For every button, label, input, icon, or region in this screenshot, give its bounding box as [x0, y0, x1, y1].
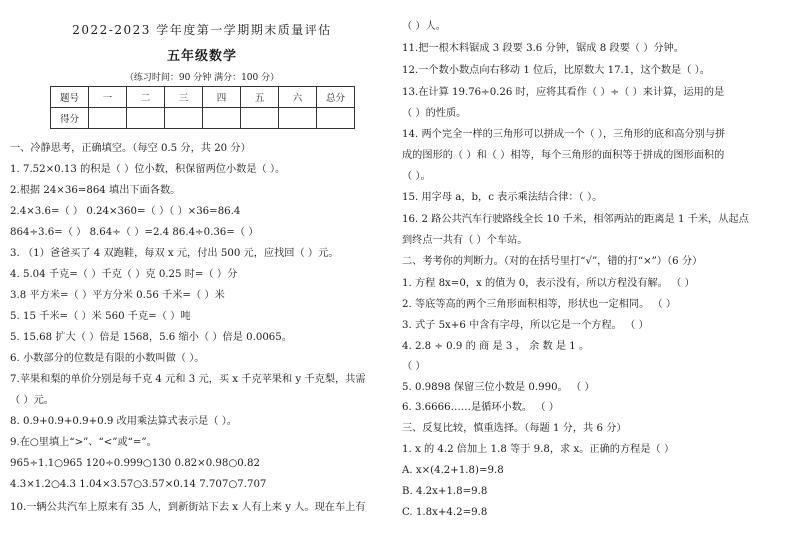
- question-line: 2.根据 24×36=864 填出下面各数。: [10, 185, 181, 196]
- question-line: 3. 式子 5x+6 中含有字母，所以它是一个方程。 （ ）: [402, 320, 649, 331]
- exam-info: （练习时间：90 分钟 满分：100 分）: [124, 73, 280, 83]
- score-cell: [279, 108, 317, 129]
- question-line: （ ）人。: [402, 21, 446, 32]
- question-line: 5. 15 千米=（ ）米 560 千克=（ ）吨: [10, 311, 191, 322]
- question-line: 2.4×3.6=（ ） 0.24×360=（ ）（ ）×36=86.4: [10, 206, 241, 217]
- question-line: 13.在计算 19.76÷0.26 时，应将其看作（ ）÷（ ）来计算，运用的是: [402, 87, 725, 98]
- score-table: [50, 86, 355, 129]
- question-line: 3. （1）爸爸买了 4 双跑鞋，每双 x 元，付出 500 元，应找回（ ）元。: [10, 248, 339, 259]
- question-line: 1. x 的 4.2 倍加上 1.8 等于 9.8，求 x。正确的方程是（ ）: [402, 444, 675, 455]
- score-cell: 题号: [51, 87, 89, 108]
- question-line: 6. 小数部分的位数是有限的小数叫做（ ）。: [10, 353, 205, 364]
- score-cell: 二: [127, 87, 165, 108]
- question-line: 864÷3.6=（ ） 8.64÷（ ）=2.4 86.4÷0.36=（ ）: [10, 227, 259, 238]
- exam-title: 2022-2023 学年度第一学期期末质量评估: [72, 23, 332, 37]
- question-line: 7.苹果和梨的单价分别是每千克 4 元和 3 元，买 x 千克苹果和 y 千克梨，共需: [10, 374, 366, 385]
- question-line: 4. 2.8 ÷ 0.9 的 商 是 3 ， 余 数 是 1 。: [402, 341, 590, 352]
- question-line: （ ）元。: [10, 395, 54, 406]
- section-heading: 三、反复比较，慎重选择。（每题 1 分，共 6 分）: [402, 423, 627, 434]
- question-line: 1. 7.52×0.13 的积是（ ）位小数，积保留两位小数是（ ）。: [10, 164, 286, 175]
- option-line: B. 4.2x+1.8=9.8: [402, 486, 488, 497]
- question-line: 12.一个数小数点向右移动 1 位后，比原数大 17.1，这个数是（ ）。: [402, 65, 710, 76]
- score-cell: [241, 108, 279, 129]
- question-line: 9.在○里填上“>”、“<”或“=”。: [10, 437, 157, 448]
- score-cell: 六: [279, 87, 317, 108]
- option-line: C. 1.8x+4.2=9.8: [402, 507, 488, 518]
- score-cell: 总分: [317, 87, 355, 108]
- score-table-header-row: [51, 87, 355, 108]
- question-line: 成的图形的（ ）和（ ）相等，每个三角形的面积等于拼成的图形面积的: [402, 150, 725, 161]
- score-cell: 一: [89, 87, 127, 108]
- score-cell: [127, 108, 165, 129]
- question-line: 8. 0.9+0.9+0.9+0.9 改用乘法算式表示是（ ）。: [10, 416, 237, 427]
- question-line: 3.8 平方米=（ ）平方分米 0.56 千米=（ ）米: [10, 290, 225, 301]
- question-line: 965÷1.1○965 120÷0.999○130 0.82×0.98○0.82: [10, 458, 260, 469]
- question-line: 6. 3.6666……是循环小数。 （ ）: [402, 402, 559, 413]
- question-line: 16. 2 路公共汽车行驶路线全长 10 千米，相邻两站的距离是 1 千米，从起点: [402, 214, 749, 225]
- question-line: （ ）: [402, 361, 426, 372]
- section-heading: 一、冷静思考，正确填空。（每空 0.5 分，共 20 分）: [10, 143, 251, 154]
- question-line: 5. 0.9898 保留三位小数是 0.990。 （ ）: [402, 382, 595, 393]
- question-line: （ ）的性质。: [402, 108, 467, 119]
- score-cell: 四: [203, 87, 241, 108]
- score-cell: 三: [165, 87, 203, 108]
- question-line: 15. 用字母 a，b，c 表示乘法结合律：（ ）。: [402, 192, 603, 203]
- score-cell: [317, 108, 355, 129]
- section-heading: 二、考考你的判断力。（对的在括号里打“√”，错的打“×”）（6 分）: [402, 256, 703, 267]
- question-line: 5. 15.68 扩大（ ）倍是 1568，5.6 缩小（ ）倍是 0.0065。: [10, 332, 292, 343]
- question-line: 14. 两个完全一样的三角形可以拼成一个（ ），三角形的底和高分别与拼: [402, 129, 726, 140]
- question-line: （ ）。: [402, 171, 431, 182]
- score-cell: [165, 108, 203, 129]
- score-cell: 五: [241, 87, 279, 108]
- subject-title: 五年级数学: [166, 49, 237, 64]
- question-line: 4. 5.04 千克=（ ）千克（ ）克 0.25 时=（ ）分: [10, 269, 238, 280]
- question-line: 2. 等底等高的两个三角形面积相等，形状也一定相同。 （ ）: [402, 299, 677, 310]
- question-line: 11.把一根木料锯成 3 段要 3.6 分钟，锯成 8 段要（ ）分钟。: [402, 43, 684, 54]
- score-cell: [89, 108, 127, 129]
- score-cell: 得分: [51, 108, 89, 129]
- score-table-score-row: [51, 108, 355, 129]
- question-line: 10.一辆公共汽车上原来有 35 人，到新街站下去 x 人有上来 y 人。现在车上有: [10, 502, 366, 513]
- option-line: A. x×(4.2+1.8)=9.8: [402, 465, 504, 476]
- question-line: 1. 方程 8x=0，x 的值为 0，表示没有，所以方程没有解。 （ ）: [402, 278, 695, 289]
- score-cell: [203, 108, 241, 129]
- question-line: 到终点一共有（ ）个车站。: [402, 235, 528, 246]
- question-line: 4.3×1.2○4.3 1.04×3.57○3.57×0.14 7.707○7.707: [10, 479, 267, 490]
